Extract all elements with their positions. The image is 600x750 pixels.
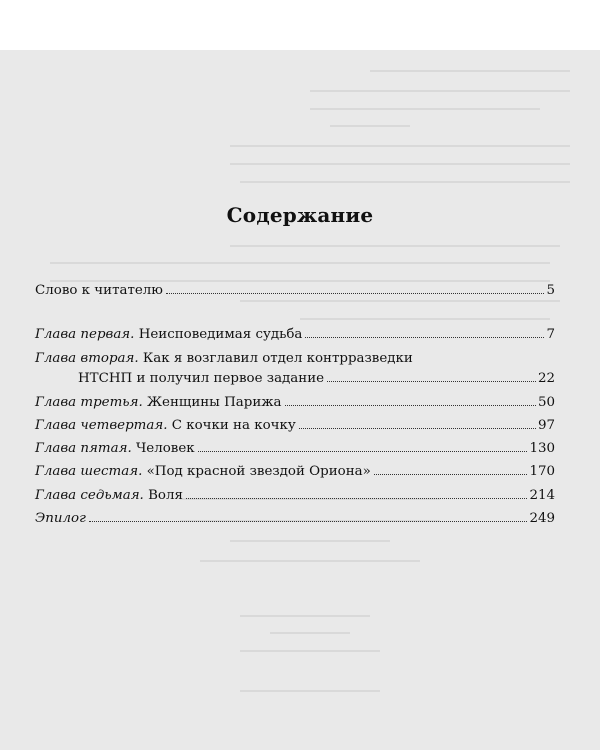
dot-leader [285, 405, 536, 406]
toc-page-number: 130 [529, 441, 555, 456]
bleed-line [230, 540, 390, 542]
bleed-line [370, 70, 570, 72]
book-page [0, 50, 600, 750]
bleed-line [240, 300, 560, 302]
dot-leader [186, 498, 527, 499]
bleed-line [310, 108, 540, 110]
toc-entry-preface [35, 282, 555, 300]
toc-page-number: 7 [546, 327, 555, 342]
toc-entry-label: Глава шестая. «Под красной звездой Ориона» [35, 464, 371, 479]
toc-entry-label: Глава седьмая. Воля [35, 488, 183, 503]
bleed-line [240, 615, 370, 617]
toc-entry-label: Слово к читателю [35, 283, 163, 298]
toc-page-number: 22 [537, 371, 555, 386]
bleed-line [230, 245, 560, 247]
toc-entry-label: Эпилог [35, 511, 86, 526]
toc-entry-chapter-7 [35, 487, 555, 505]
bleed-line [230, 163, 570, 165]
page-title: Содержание [226, 203, 374, 227]
toc-entry-label: Глава первая. Неисповедимая судьба [35, 327, 303, 342]
dot-leader [299, 428, 536, 429]
bleed-line [310, 90, 570, 92]
toc-entry-prefix: Глава вторая. [35, 351, 139, 366]
toc-entry-chapter-6 [35, 463, 555, 481]
dot-leader [198, 451, 528, 452]
toc-entry-chapter-2-line-1 [35, 350, 555, 368]
dot-leader [374, 474, 528, 475]
toc-entry-label: Глава пятая. Человек [35, 441, 195, 456]
toc-entry-text: Как я возглавил отдел контрразведки [138, 351, 413, 366]
toc-entry-label: Глава четвертая. С кочки на кочку [35, 418, 296, 433]
bleed-line [240, 181, 570, 183]
dot-leader [166, 293, 545, 294]
dot-leader [327, 381, 536, 382]
bleed-line [240, 650, 380, 652]
bleed-line [270, 632, 350, 634]
toc-entry-chapter-2 [78, 370, 555, 388]
toc-entry-continuation: НТСНП и получил первое задание [78, 371, 325, 386]
toc-page-number: 97 [537, 418, 555, 433]
toc-entry-chapter-5 [35, 440, 555, 458]
toc-entry-chapter-4 [35, 417, 555, 435]
toc-page-number: 214 [529, 488, 555, 503]
toc-entry-epilogue [35, 510, 555, 528]
dot-leader [305, 337, 544, 338]
toc-entry-chapter-3 [35, 394, 555, 412]
bleed-line [50, 262, 550, 264]
toc-page-number: 170 [529, 464, 555, 479]
dot-leader [89, 521, 528, 522]
bleed-line [240, 690, 380, 692]
toc-entry-chapter-1 [35, 326, 555, 344]
toc-entry-label: Глава третья. Женщины Парижа [35, 395, 282, 410]
bleed-line [330, 125, 410, 127]
bleed-line [200, 560, 420, 562]
toc-page-number: 5 [546, 283, 555, 298]
toc-page-number: 249 [529, 511, 555, 526]
bleed-line [230, 145, 570, 147]
toc-page-number: 50 [537, 395, 555, 410]
bleed-line [300, 318, 550, 320]
